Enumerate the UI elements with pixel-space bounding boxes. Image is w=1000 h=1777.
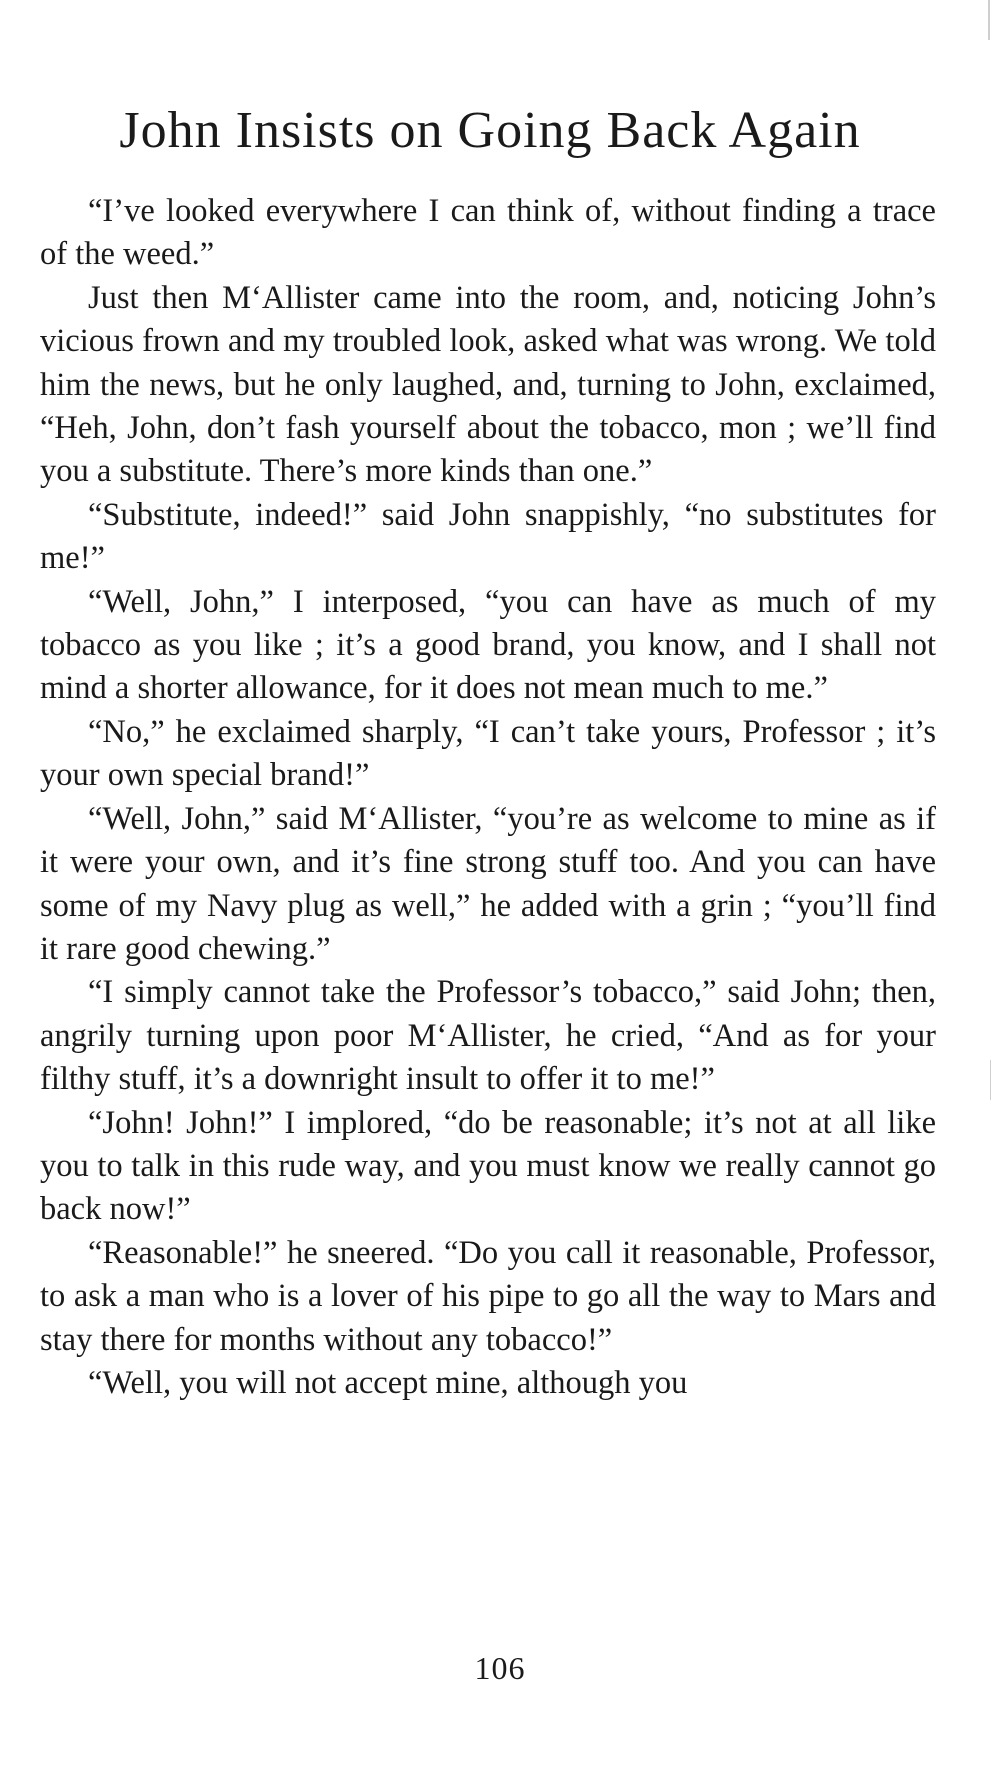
page-number: 106	[474, 1650, 526, 1686]
running-head: John Insists on Going Back Again	[119, 102, 861, 159]
paragraph: “Well, John,” I interposed, “you can have as much of my tobacco as you like ; it’s a good brand, you know, and I shall not mind a shorter allowance, for it does not mean much to me.”	[40, 583, 936, 707]
scan-edge-mark	[988, 0, 990, 40]
paragraph: “Reasonable!” he sneered. “Do you call it reasonable, Professor, to ask a man who is a lover of his pipe to go all the way to Mars and stay there for months without any tobacco!”	[40, 1234, 936, 1358]
paragraph: “Substitute, indeed!” said John snappishly, “no substitutes for me!”	[40, 496, 936, 577]
paragraph: Just then M‘Allister came into the room, and, noticing John’s vicious frown and my troubled look, asked what was wrong. We told him the news, but he only laughed, and, turning to John, exclaimed, “Heh, John, don’t fash yourself about the tobacco, mon ; we’ll find you a substitute. There’s more kinds than one.”	[40, 279, 936, 490]
body-text	[40, 190, 936, 1405]
paragraph: “No,” he exclaimed sharply, “I can’t take yours, Professor ; it’s your own special brand!”	[40, 713, 936, 794]
paragraph: “Well, you will not accept mine, although you	[88, 1364, 688, 1401]
paragraph: “Well, John,” said M‘Allister, “you’re as welcome to mine as if it were your own, and it’s fine strong stuff too. And you can have some of my Navy plug as well,” he added with a grin ; “you’ll find it rare good chewing.”	[40, 800, 936, 967]
scan-edge-mark	[990, 1060, 991, 1100]
paragraph: “I’ve looked everywhere I can think of, without finding a trace of the weed.”	[40, 193, 936, 273]
paragraph: “I simply cannot take the Professor’s tobacco,” said John; then, angrily turning upon poor M‘Allister, he cried, “And as for your filthy stuff, it’s a downright insult to offer it to me!”	[40, 974, 936, 1098]
paragraph: “John! John!” I implored, “do be reasonable; it’s not at all like you to talk in this rude way, and you must know we really cannot go back now!”	[40, 1104, 936, 1228]
